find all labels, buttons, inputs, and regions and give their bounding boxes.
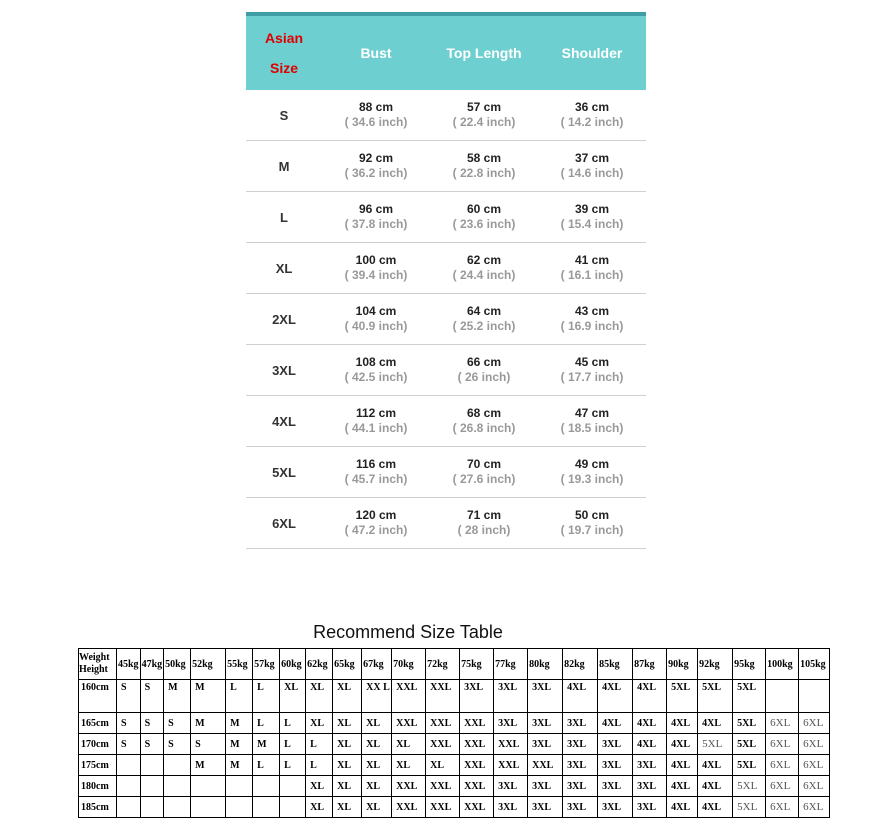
weight-header: 72kg — [426, 649, 460, 680]
size-recommend-cell: 4XL — [563, 680, 598, 713]
size-recommend-cell — [164, 776, 191, 797]
weight-header: 95kg — [733, 649, 766, 680]
bust-cell — [322, 508, 430, 538]
weight-header: 50kg — [164, 649, 191, 680]
size-recommend-cell: L — [253, 755, 280, 776]
size-recommend-cell: 3XL — [460, 680, 494, 713]
cm-value: 58 cm — [466, 151, 502, 165]
size-recommend-cell: XXL — [460, 755, 494, 776]
shoulder-cell — [538, 508, 646, 538]
size-recommend-cell: 6XL — [799, 797, 830, 818]
weight-header-row — [79, 649, 830, 680]
size-recommend-cell: 6XL — [766, 713, 799, 734]
size-recommend-cell: 4XL — [698, 755, 733, 776]
size-recommend-cell: S — [140, 734, 164, 755]
size-recommend-cell: M — [191, 680, 226, 713]
weight-header: 92kg — [698, 649, 733, 680]
inch-value: ( 39.4 inch) — [344, 268, 408, 282]
height-cell: 175cm — [79, 755, 117, 776]
size-recommend-cell: 3XL — [494, 680, 528, 713]
size-recommend-cell: 6XL — [799, 776, 830, 797]
cm-value: 39 cm — [574, 202, 610, 216]
height-cell: 165cm — [79, 713, 117, 734]
size-recommend-cell: 3XL — [563, 713, 598, 734]
bust-cell — [322, 202, 430, 232]
inch-value: ( 23.6 inch) — [452, 217, 516, 231]
size-recommend-cell: 3XL — [633, 776, 667, 797]
top-length-cell — [430, 304, 538, 334]
size-recommend-cell: S — [117, 680, 141, 713]
size-recommend-cell: 4XL — [667, 776, 698, 797]
size-recommend-cell: XL — [333, 713, 362, 734]
shoulder-header: Shoulder — [561, 45, 623, 61]
inch-value: ( 47.2 inch) — [344, 523, 408, 537]
top-length-cell — [430, 457, 538, 487]
weight-header: 105kg — [799, 649, 830, 680]
height-row — [79, 713, 830, 734]
size-recommend-cell: 4XL — [633, 734, 667, 755]
cm-value: 108 cm — [355, 355, 397, 369]
size-row — [246, 294, 646, 345]
size-recommend-cell — [280, 776, 306, 797]
size-recommend-cell: XL — [280, 680, 306, 713]
cm-value: 96 cm — [358, 202, 394, 216]
weight-header: 82kg — [563, 649, 598, 680]
size-recommend-cell: 6XL — [766, 734, 799, 755]
size-recommend-cell: XL — [362, 713, 392, 734]
size-recommend-cell: XL — [333, 680, 362, 713]
size-recommend-cell — [140, 797, 164, 818]
size-recommend-cell — [253, 797, 280, 818]
height-cell: 160cm — [79, 680, 117, 713]
size-recommend-cell: 5XL — [733, 755, 766, 776]
bust-cell — [322, 406, 430, 436]
inch-value: ( 14.6 inch) — [560, 166, 624, 180]
inch-value: ( 28 inch) — [457, 523, 511, 537]
top-length-cell — [430, 151, 538, 181]
size-recommend-cell: 5XL — [733, 797, 766, 818]
size-recommend-cell: 4XL — [667, 734, 698, 755]
bust-cell — [322, 253, 430, 283]
size-recommend-cell — [191, 797, 226, 818]
height-row — [79, 680, 830, 713]
size-recommend-cell — [226, 797, 253, 818]
size-label: Size — [269, 60, 298, 76]
size-recommend-cell: 4XL — [698, 776, 733, 797]
size-recommend-cell: L — [253, 713, 280, 734]
size-row — [246, 498, 646, 549]
size-recommend-cell: 3XL — [598, 797, 633, 818]
size-recommend-cell: 6XL — [799, 713, 830, 734]
size-cell: M — [278, 158, 290, 174]
size-recommend-cell: 3XL — [563, 755, 598, 776]
inch-value: ( 19.7 inch) — [560, 523, 624, 537]
inch-value: ( 45.7 inch) — [344, 472, 408, 486]
size-recommend-cell: S — [140, 680, 164, 713]
size-recommend-cell: XXL — [494, 755, 528, 776]
size-recommend-cell: 4XL — [633, 713, 667, 734]
weight-header: 67kg — [362, 649, 392, 680]
size-recommend-cell: 3XL — [563, 797, 598, 818]
size-chart-header — [246, 16, 646, 90]
size-recommend-cell: L — [280, 755, 306, 776]
size-recommend-cell: XL — [333, 797, 362, 818]
size-recommend-cell — [280, 797, 306, 818]
size-recommend-cell — [117, 776, 141, 797]
size-recommend-cell: XXL — [426, 776, 460, 797]
size-cell: S — [279, 107, 289, 123]
size-recommend-cell: XXL — [460, 797, 494, 818]
size-cell: L — [280, 209, 288, 225]
size-recommend-cell: XXL — [392, 797, 426, 818]
size-recommend-cell — [799, 680, 830, 713]
size-recommend-cell: 3XL — [528, 680, 563, 713]
top-length-cell — [430, 202, 538, 232]
height-row — [79, 797, 830, 818]
size-cell: 5XL — [272, 464, 296, 480]
size-chart — [246, 12, 646, 549]
size-recommend-cell: XL — [362, 797, 392, 818]
size-recommend-cell: 3XL — [494, 797, 528, 818]
size-recommend-cell: XL — [333, 734, 362, 755]
size-recommend-cell: XL — [306, 776, 333, 797]
size-recommend-cell: 3XL — [633, 755, 667, 776]
size-recommend-cell: 3XL — [494, 776, 528, 797]
shoulder-cell — [538, 406, 646, 436]
size-recommend-cell: XXL — [460, 734, 494, 755]
bust-cell — [322, 100, 430, 130]
size-recommend-cell: 4XL — [667, 797, 698, 818]
cm-value: 43 cm — [574, 304, 610, 318]
size-recommend-cell — [164, 797, 191, 818]
size-recommend-cell: 3XL — [633, 797, 667, 818]
size-recommend-cell — [117, 755, 141, 776]
inch-value: ( 19.3 inch) — [560, 472, 624, 486]
top-length-header: Top Length — [446, 45, 522, 61]
shoulder-cell — [538, 457, 646, 487]
size-recommend-cell: XL — [392, 755, 426, 776]
size-cell: 3XL — [272, 362, 296, 378]
size-recommend-cell: 5XL — [667, 680, 698, 713]
cm-value: 68 cm — [466, 406, 502, 420]
size-recommend-cell: 3XL — [563, 734, 598, 755]
size-recommend-cell: 5XL — [733, 734, 766, 755]
size-chart-body — [246, 90, 646, 549]
size-recommend-cell: 5XL — [698, 680, 733, 713]
size-recommend-cell: 3XL — [494, 713, 528, 734]
size-recommend-cell: XL — [392, 734, 426, 755]
cm-value: 104 cm — [355, 304, 397, 318]
inch-value: ( 37.8 inch) — [344, 217, 408, 231]
inch-value: ( 15.4 inch) — [560, 217, 624, 231]
recommend-title: Recommend Size Table — [313, 622, 503, 642]
inch-value: ( 14.2 inch) — [560, 115, 624, 129]
top-length-cell — [430, 355, 538, 385]
size-cell: XL — [275, 260, 293, 276]
bust-cell — [322, 304, 430, 334]
weight-header: 55kg — [226, 649, 253, 680]
asian-label: Asian — [264, 30, 304, 46]
weight-header: 77kg — [494, 649, 528, 680]
cm-value: 62 cm — [466, 253, 502, 267]
size-row — [246, 345, 646, 396]
inch-value: ( 44.1 inch) — [344, 421, 408, 435]
inch-value: ( 16.1 inch) — [560, 268, 624, 282]
size-recommend-cell — [766, 680, 799, 713]
size-recommend-cell: 3XL — [598, 755, 633, 776]
height-row — [79, 776, 830, 797]
inch-value: ( 40.9 inch) — [344, 319, 408, 333]
cm-value: 64 cm — [466, 304, 502, 318]
size-recommend-cell: XL — [306, 680, 333, 713]
size-recommend-cell: 4XL — [667, 713, 698, 734]
weight-header: 85kg — [598, 649, 633, 680]
cm-value: 92 cm — [358, 151, 394, 165]
corner-cell — [79, 649, 117, 680]
inch-value: ( 22.4 inch) — [452, 115, 516, 129]
cm-value: 88 cm — [358, 100, 394, 114]
cm-value: 36 cm — [574, 100, 610, 114]
size-recommend-cell: XL — [362, 755, 392, 776]
cm-value: 37 cm — [574, 151, 610, 165]
size-recommend-cell: XL — [362, 734, 392, 755]
cm-value: 57 cm — [466, 100, 502, 114]
size-recommend-cell: XXL — [460, 776, 494, 797]
size-recommend-cell: 6XL — [766, 797, 799, 818]
shoulder-cell — [538, 304, 646, 334]
cm-value: 120 cm — [355, 508, 397, 522]
size-recommend-cell: XL — [362, 776, 392, 797]
size-cell: 2XL — [272, 311, 296, 327]
size-recommend-cell: L — [226, 680, 253, 713]
inch-value: ( 16.9 inch) — [560, 319, 624, 333]
size-recommend-cell — [164, 755, 191, 776]
cm-value: 66 cm — [466, 355, 502, 369]
size-recommend-cell: S — [164, 734, 191, 755]
size-recommend-cell: 4XL — [598, 713, 633, 734]
cm-value: 71 cm — [466, 508, 502, 522]
bust-cell — [322, 355, 430, 385]
size-recommend-cell — [191, 776, 226, 797]
cm-value: 116 cm — [355, 457, 397, 471]
size-recommend-cell — [140, 755, 164, 776]
bust-cell — [322, 457, 430, 487]
size-row — [246, 396, 646, 447]
size-recommend-cell: 5XL — [733, 776, 766, 797]
size-recommend-cell: XL — [333, 755, 362, 776]
weight-header: 80kg — [528, 649, 563, 680]
cm-value: 100 cm — [355, 253, 397, 267]
size-recommend-cell: 3XL — [598, 776, 633, 797]
size-recommend-cell: M — [191, 713, 226, 734]
weight-header: 87kg — [633, 649, 667, 680]
cm-value: 50 cm — [574, 508, 610, 522]
cm-value: 60 cm — [466, 202, 502, 216]
weight-header: 45kg — [117, 649, 141, 680]
size-recommend-cell — [117, 797, 141, 818]
size-recommend-cell: 4XL — [667, 755, 698, 776]
size-recommend-cell: XXL — [426, 797, 460, 818]
weight-header: 62kg — [306, 649, 333, 680]
size-recommend-cell — [140, 776, 164, 797]
size-recommend-cell: XXL — [528, 755, 563, 776]
shoulder-cell — [538, 253, 646, 283]
size-recommend-cell: L — [306, 734, 333, 755]
height-cell: 180cm — [79, 776, 117, 797]
weight-header: 90kg — [667, 649, 698, 680]
height-row — [79, 755, 830, 776]
size-recommend-cell: 3XL — [598, 734, 633, 755]
size-cell: 6XL — [272, 515, 296, 531]
inch-value: ( 34.6 inch) — [344, 115, 408, 129]
weight-header: 65kg — [333, 649, 362, 680]
height-cell: 170cm — [79, 734, 117, 755]
size-recommend-cell: XL — [426, 755, 460, 776]
size-recommend-cell: L — [280, 734, 306, 755]
size-recommend-cell: 4XL — [598, 680, 633, 713]
bust-header: Bust — [360, 45, 392, 61]
size-row — [246, 243, 646, 294]
cm-value: 112 cm — [355, 406, 397, 420]
size-recommend-cell — [226, 776, 253, 797]
size-recommend-cell: 3XL — [528, 713, 563, 734]
size-recommend-cell: M — [164, 680, 191, 713]
asian-size-header — [246, 23, 322, 83]
inch-value: ( 25.2 inch) — [452, 319, 516, 333]
size-recommend-cell: 4XL — [698, 797, 733, 818]
size-recommend-cell: S — [117, 734, 141, 755]
size-row — [246, 141, 646, 192]
top-length-cell — [430, 508, 538, 538]
size-recommend-cell: 6XL — [799, 755, 830, 776]
inch-value: ( 22.8 inch) — [452, 166, 516, 180]
size-recommend-cell: 4XL — [698, 713, 733, 734]
top-length-cell — [430, 406, 538, 436]
size-recommend-cell: M — [253, 734, 280, 755]
inch-value: ( 18.5 inch) — [560, 421, 624, 435]
size-recommend-cell: 3XL — [528, 734, 563, 755]
size-recommend-cell: XXL — [426, 713, 460, 734]
size-recommend-cell: 3XL — [563, 776, 598, 797]
size-recommend-cell: 5XL — [698, 734, 733, 755]
size-recommend-cell: 5XL — [733, 680, 766, 713]
size-recommend-cell: M — [191, 755, 226, 776]
shoulder-cell — [538, 151, 646, 181]
size-recommend-cell: S — [140, 713, 164, 734]
shoulder-cell — [538, 355, 646, 385]
inch-value: ( 42.5 inch) — [344, 370, 408, 384]
weight-header: 52kg — [191, 649, 226, 680]
size-cell: 4XL — [272, 413, 296, 429]
size-recommend-cell: 4XL — [633, 680, 667, 713]
weight-header: 57kg — [253, 649, 280, 680]
size-recommend-cell: M — [226, 734, 253, 755]
cm-value: 41 cm — [574, 253, 610, 267]
height-cell: 185cm — [79, 797, 117, 818]
inch-value: ( 26.8 inch) — [452, 421, 516, 435]
size-recommend-cell: XXL — [494, 734, 528, 755]
size-recommend-cell: 6XL — [766, 776, 799, 797]
weight-label: Weight — [79, 652, 110, 663]
size-recommend-cell: 6XL — [766, 755, 799, 776]
weight-header: 70kg — [392, 649, 426, 680]
size-recommend-cell: XXL — [426, 734, 460, 755]
top-length-cell — [430, 100, 538, 130]
size-recommend-cell: 6XL — [799, 734, 830, 755]
size-row — [246, 90, 646, 141]
size-recommend-cell: L — [306, 755, 333, 776]
inch-value: ( 26 inch) — [457, 370, 511, 384]
bust-cell — [322, 151, 430, 181]
weight-header: 75kg — [460, 649, 494, 680]
size-recommend-cell: XX L — [362, 680, 392, 713]
size-recommend-cell: S — [164, 713, 191, 734]
cm-value: 49 cm — [574, 457, 610, 471]
size-recommend-cell: XL — [306, 797, 333, 818]
size-recommend-cell: XL — [333, 776, 362, 797]
size-recommend-cell: 3XL — [528, 797, 563, 818]
size-recommend-cell: M — [226, 713, 253, 734]
height-row — [79, 734, 830, 755]
size-recommend-cell: XXL — [392, 776, 426, 797]
inch-value: ( 17.7 inch) — [560, 370, 624, 384]
size-recommend-cell: M — [226, 755, 253, 776]
size-recommend-cell: 5XL — [733, 713, 766, 734]
height-label: Height — [79, 664, 108, 675]
size-recommend-cell: XXL — [392, 680, 426, 713]
weight-header: 60kg — [280, 649, 306, 680]
size-recommend-cell: L — [253, 680, 280, 713]
inch-value: ( 36.2 inch) — [344, 166, 408, 180]
top-length-cell — [430, 253, 538, 283]
inch-value: ( 24.4 inch) — [452, 268, 516, 282]
cm-value: 45 cm — [574, 355, 610, 369]
size-recommend-cell: XXL — [426, 680, 460, 713]
size-recommend-cell: XL — [306, 713, 333, 734]
size-recommend-cell: XXL — [460, 713, 494, 734]
size-recommend-cell: S — [191, 734, 226, 755]
size-recommend-cell: S — [117, 713, 141, 734]
size-recommend-cell — [253, 776, 280, 797]
cm-value: 70 cm — [466, 457, 502, 471]
weight-header: 100kg — [766, 649, 799, 680]
weight-header: 47kg — [140, 649, 164, 680]
size-row — [246, 447, 646, 498]
size-recommend-cell: 3XL — [528, 776, 563, 797]
recommend-size-table — [78, 648, 830, 818]
shoulder-cell — [538, 100, 646, 130]
size-recommend-cell: L — [280, 713, 306, 734]
cm-value: 47 cm — [574, 406, 610, 420]
shoulder-cell — [538, 202, 646, 232]
size-row — [246, 192, 646, 243]
size-recommend-cell: XXL — [392, 713, 426, 734]
inch-value: ( 27.6 inch) — [452, 472, 516, 486]
